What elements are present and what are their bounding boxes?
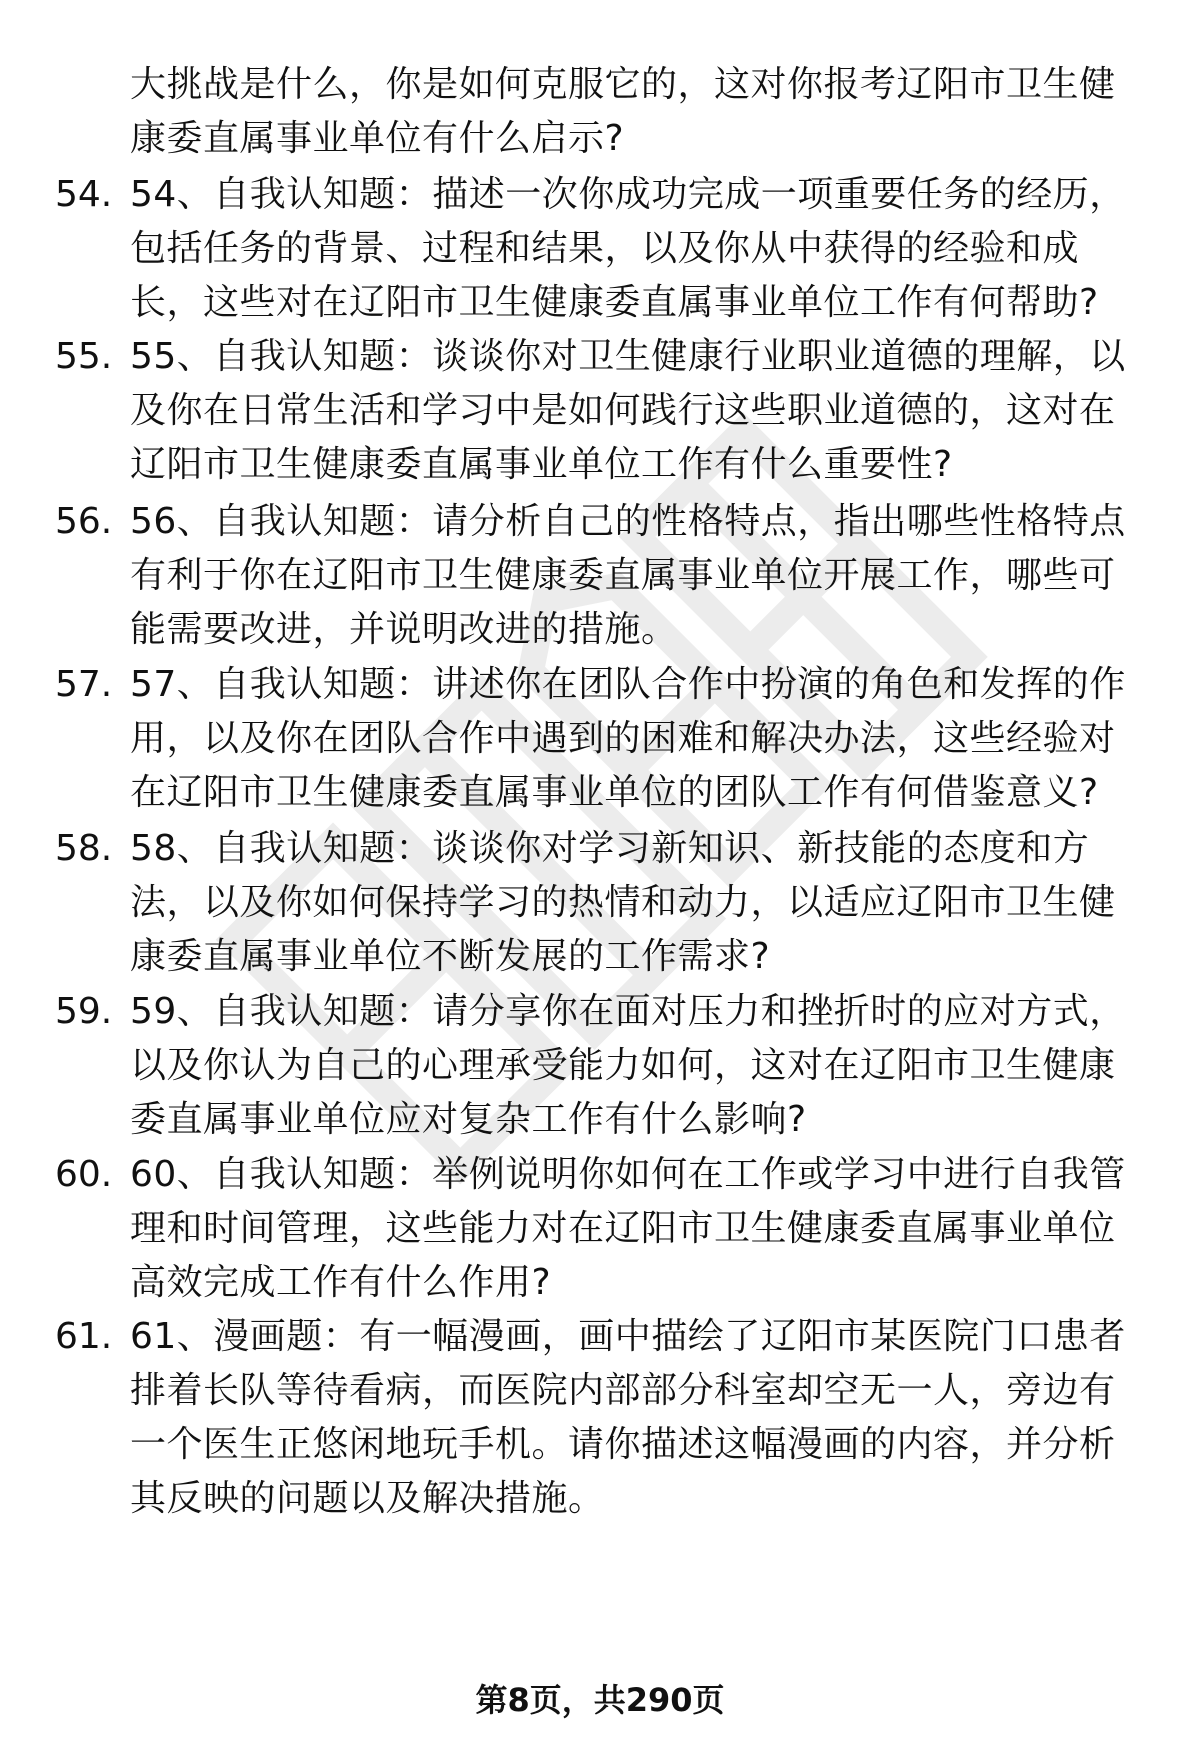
question-text: 54、自我认知题：描述一次你成功完成一项重要任务的经历，包括任务的背景、过程和结果，以及你从中获得的经验和成长，这些对在辽阳市卫生健康委直属事业单位工作有何帮助? (130, 174, 1126, 323)
question-number: 54. (55, 174, 113, 215)
question-number: 55. (55, 336, 113, 377)
question-number: 60. (55, 1154, 113, 1195)
question-text: 61、漫画题：有一幅漫画，画中描绘了辽阳市某医院门口患者排着长队等待看病，而医院内部部分科室却空无一人，旁边有一个医生正悠闲地玩手机。请你描述这幅漫画的内容，并分析其反映的问题以及解决措施。 (130, 1316, 1126, 1519)
question-number: 56. (55, 501, 113, 542)
continued-question-text: 大挑战是什么，你是如何克服它的，这对你报考辽阳市卫生健康委直属事业单位有什么启示? (130, 64, 1116, 159)
question-text: 55、自我认知题：谈谈你对卫生健康行业职业道德的理解，以及你在日常生活和学习中是如何践行这些职业道德的，这对在辽阳市卫生健康委直属事业单位工作有什么重要性? (130, 336, 1126, 485)
question-text: 59、自我认知题：请分享你在面对压力和挫折时的应对方式，以及你认为自己的心理承受能力如何，这对在辽阳市卫生健康委直属事业单位应对复杂工作有什么影响? (130, 991, 1126, 1140)
question-text: 60、自我认知题：举例说明你如何在工作或学习中进行自我管理和时间管理，这些能力对在辽阳市卫生健康委直属事业单位高效完成工作有什么作用? (130, 1154, 1126, 1303)
question-number: 58. (55, 828, 113, 869)
page-number-footer: 第8页，共290页 (475, 1681, 725, 1719)
question-text: 58、自我认知题：谈谈你对学习新知识、新技能的态度和方法，以及你如何保持学习的热情和动力，以适应辽阳市卫生健康委直属事业单位不断发展的工作需求? (130, 828, 1116, 977)
question-text: 56、自我认知题：请分析自己的性格特点，指出哪些性格特点有利于你在辽阳市卫生健康委直属事业单位开展工作，哪些可能需要改进，并说明改进的措施。 (130, 501, 1126, 650)
question-number: 61. (55, 1316, 113, 1357)
question-text: 57、自我认知题：讲述你在团队合作中扮演的角色和发挥的作用，以及你在团队合作中遇到的困难和解决办法，这些经验对在辽阳市卫生健康委直属事业单位的团队工作有何借鉴意义? (130, 664, 1126, 813)
question-number: 59. (55, 991, 113, 1032)
question-number: 57. (55, 664, 113, 705)
